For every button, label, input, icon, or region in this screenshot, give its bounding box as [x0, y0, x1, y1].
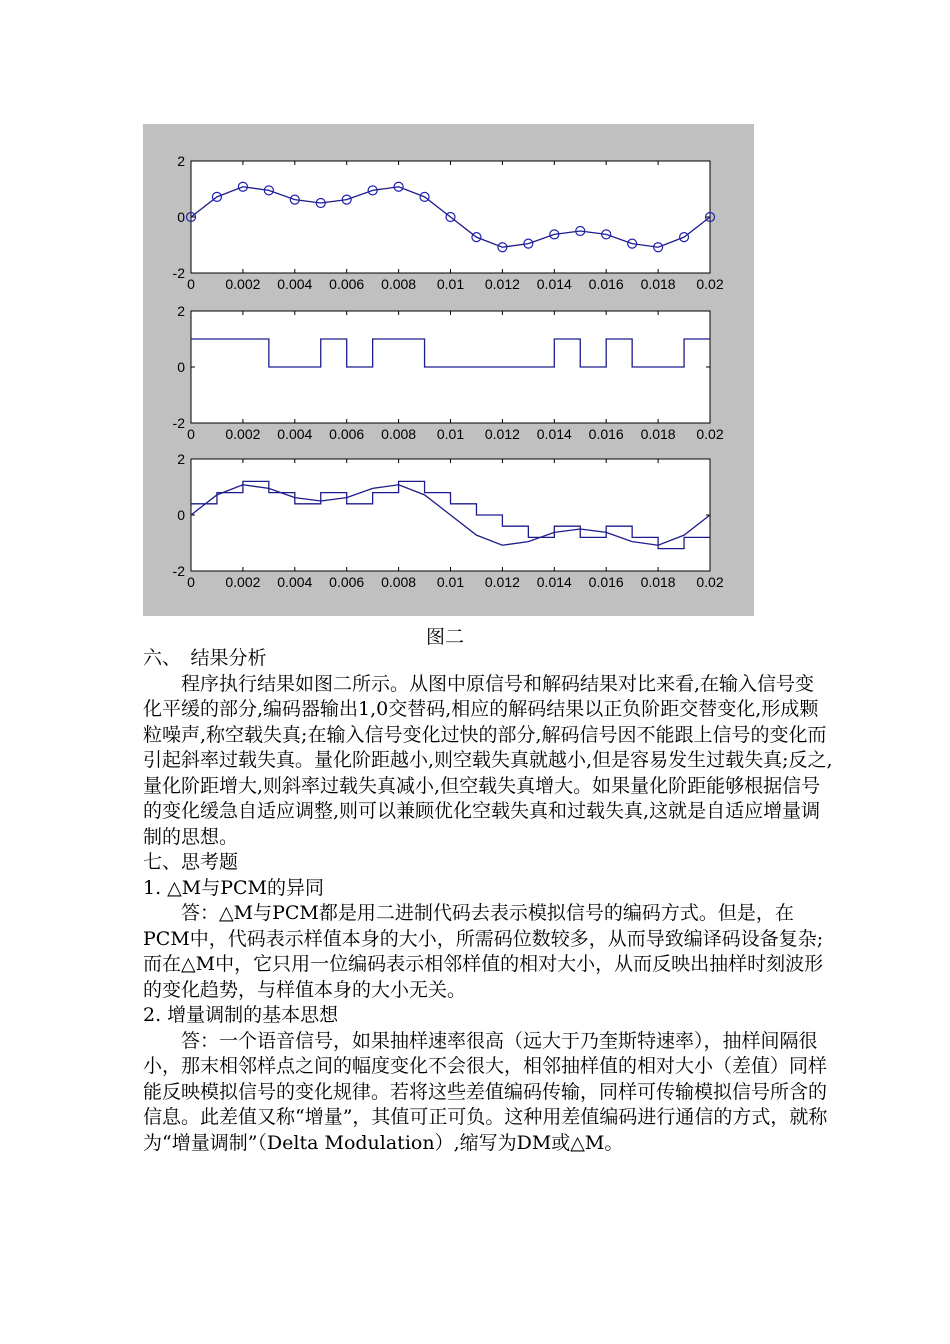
y-tick-label: -2	[172, 265, 185, 281]
results-paragraph: 程序执行结果如图二所示。从图中原信号和解码结果对比来看,在输入信号变化平缓的部分,编码器输出1,0交替码,相应的解码结果以正负阶距交替变化,形成颗粒噪声,称空载失真;在输入信号变化过快的部分,解码信号因不能跟上信号的变化而引起斜率过载失真。量化阶距越小,则空载失真就越小,但是容易发生过载失真;反之,量化阶距增大,则斜率过载失真减小,但空载失真增大。如果量化阶距能够根据信号的变化缓急自适应调整,则可以兼顾优化空载失真和过载失真,这就是自适应增量调制的思想。	[143, 672, 833, 848]
x-tick-label: 0.004	[277, 426, 313, 442]
figure-svg	[143, 124, 754, 616]
x-tick-label: 0.02	[696, 574, 724, 590]
q1-answer: 答：△M与PCM都是用二进制代码去表示模拟信号的编码方式。但是，在PCM中，代码表示样值本身的大小，所需码位数较多，从而导致编译码设备复杂;而在△M中，它只用一位编码表示相邻样值的相对大小，从而反映出抽样时刻波形的变化趋势，与样值本身的大小无关。	[143, 902, 824, 1001]
y-tick-label: -2	[172, 563, 185, 579]
x-tick-label: 0.01	[436, 574, 465, 590]
x-tick-label: 0.006	[329, 426, 365, 442]
y-tick-label: 0	[177, 507, 185, 523]
q2-answer: 答：一个语音信号，如果抽样速率很高（远大于乃奎斯特速率），抽样间隔很小，那末相邻样点之间的幅度变化不会很大，相邻抽样值的相对大小（差值）同样能反映模拟信号的变化规律。若将这些差值编码传输，同样可传输模拟信号所含的信息。此差值又称“增量”，其值可正可负。这种用差值编码进行通信的方式，就称为“增量调制”（Delta Modulation）,缩写为DM或△M。	[143, 1029, 828, 1154]
x-tick-label: 0.016	[588, 276, 624, 292]
x-tick-label: 0.02	[696, 426, 724, 442]
y-tick-label: 0	[177, 359, 185, 375]
x-tick-label: 0.02	[696, 276, 724, 292]
q2-heading: 2. 增量调制的基本思想	[143, 1004, 339, 1026]
x-tick-label: 0.004	[277, 574, 313, 590]
x-tick-label: 0	[187, 574, 195, 590]
x-tick-label: 0	[187, 426, 195, 442]
x-tick-label: 0.012	[484, 276, 520, 292]
figure-panel	[143, 124, 754, 616]
results-heading: 六、 结果分析	[143, 647, 267, 669]
x-tick-label: 0.01	[436, 276, 465, 292]
figure-caption: 图二	[425, 626, 464, 648]
x-tick-label: 0.01	[436, 426, 465, 442]
y-tick-label: 2	[177, 303, 185, 319]
x-tick-label: 0.004	[277, 276, 313, 292]
x-tick-label: 0.006	[329, 276, 365, 292]
x-tick-label: 0.008	[381, 574, 417, 590]
body-text	[143, 646, 833, 1156]
x-tick-label: 0.008	[381, 426, 417, 442]
y-tick-label: 2	[177, 153, 185, 169]
y-tick-label: -2	[172, 415, 185, 431]
x-tick-label: 0.014	[536, 276, 572, 292]
x-tick-label: 0.002	[225, 276, 261, 292]
x-tick-label: 0	[187, 276, 195, 292]
x-tick-label: 0.016	[588, 574, 624, 590]
x-tick-label: 0.014	[536, 574, 572, 590]
y-tick-label: 0	[177, 209, 185, 225]
x-tick-label: 0.018	[640, 426, 676, 442]
y-tick-label: 2	[177, 451, 185, 467]
questions-heading: 七、思考题	[143, 851, 239, 873]
x-tick-label: 0.018	[640, 574, 676, 590]
x-tick-label: 0.008	[381, 276, 417, 292]
x-tick-label: 0.002	[225, 426, 261, 442]
q1-heading: 1. △M与PCM的异同	[143, 876, 325, 899]
x-tick-label: 0.012	[484, 574, 520, 590]
x-tick-label: 0.018	[640, 276, 676, 292]
x-tick-label: 0.016	[588, 426, 624, 442]
x-tick-label: 0.002	[225, 574, 261, 590]
x-tick-label: 0.012	[484, 426, 520, 442]
x-tick-label: 0.014	[536, 426, 572, 442]
x-tick-label: 0.006	[329, 574, 365, 590]
